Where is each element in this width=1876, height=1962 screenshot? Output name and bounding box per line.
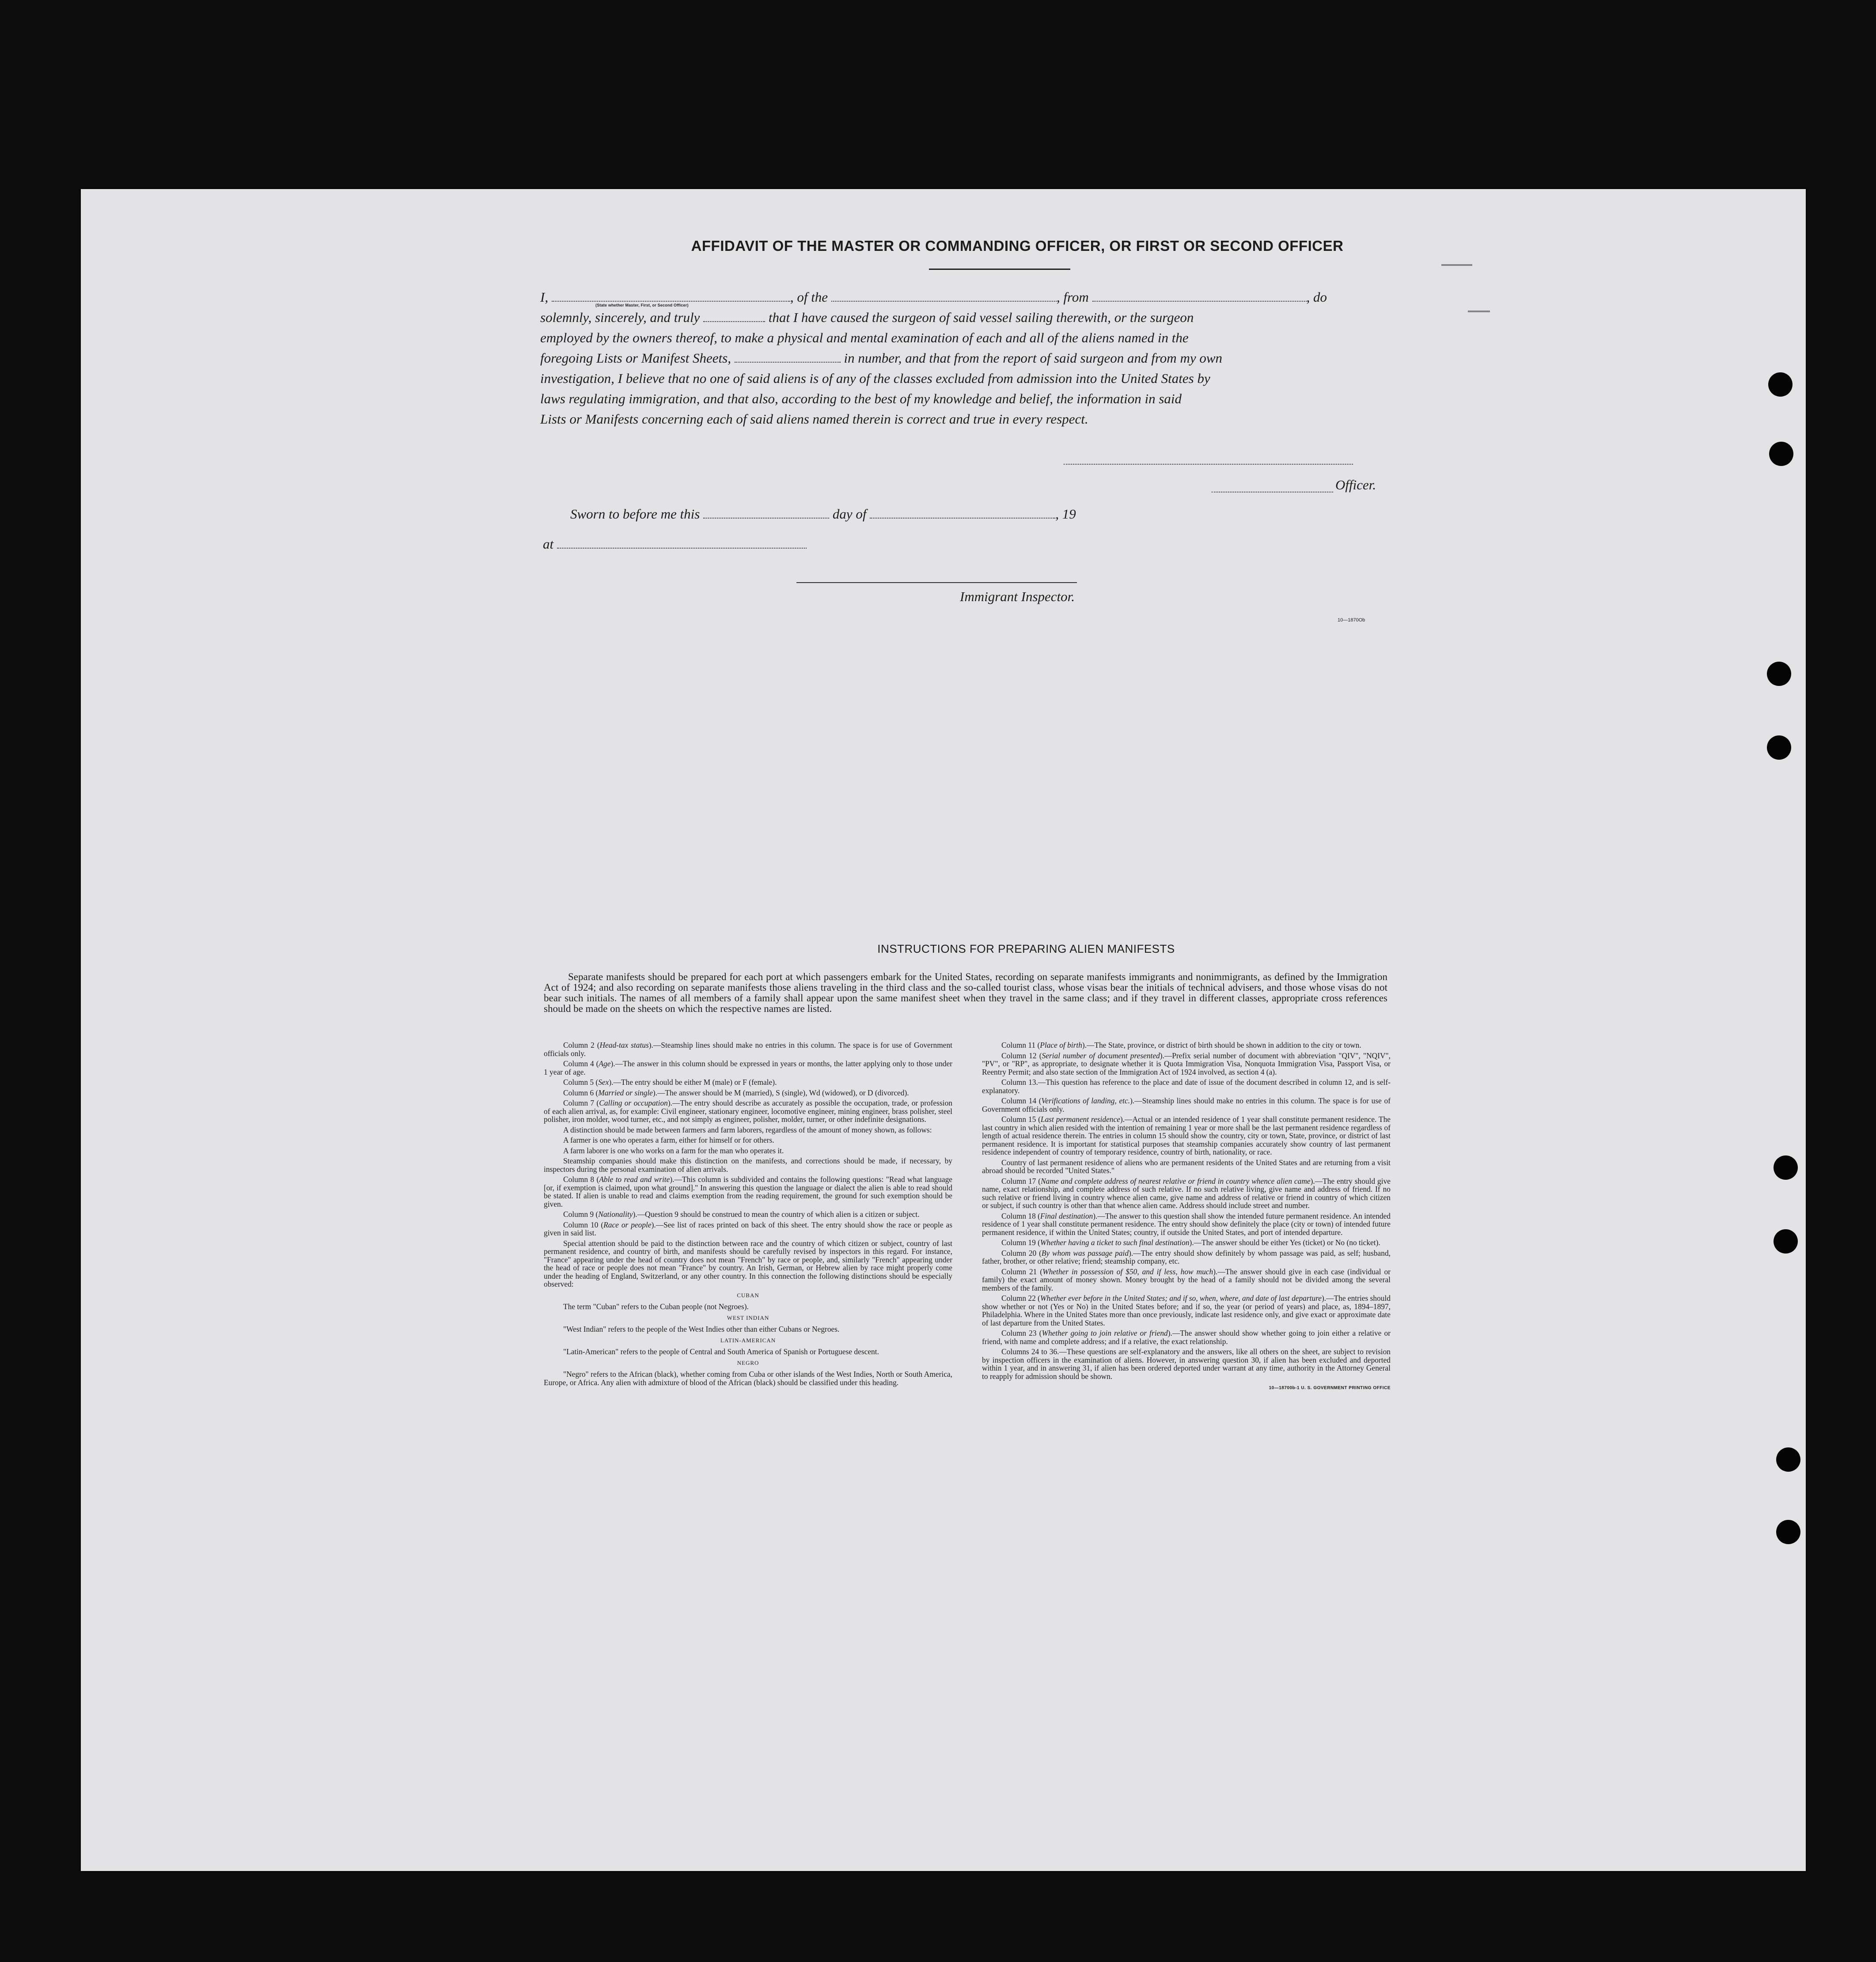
punch-hole-5 <box>1774 1155 1798 1180</box>
aff-do: , do <box>1306 289 1327 305</box>
at-line <box>543 536 807 552</box>
sworn-month-blank <box>870 507 1055 519</box>
aff-from: , from <box>1056 289 1089 305</box>
affidavit-text <box>540 287 1388 429</box>
laborer-paragraph: A farm laborer is one who works on a farm for the man who operates it. <box>563 1146 784 1155</box>
col21-instruction: Column 21 (Whether in possession of $50, and if less, how much).—The answer should give in each case (individual or family) the exact amount of money shown. Money brought by the head of a family should not be divided among the several members of the family. <box>982 1267 1391 1292</box>
cuban-heading: CUBAN <box>737 1292 759 1299</box>
document-page <box>81 189 1806 1871</box>
form-number: 10—1870Ob <box>1338 617 1365 623</box>
at-place-blank <box>557 537 807 549</box>
instructions-right-column <box>982 1041 1391 1395</box>
at-label: at <box>543 536 554 552</box>
instructions-title: INSTRUCTIONS FOR PREPARING ALIEN MANIFESTS <box>877 942 1175 955</box>
punch-hole-4 <box>1767 735 1791 760</box>
instructions-left-column <box>544 1041 952 1389</box>
instructions-intro: Separate manifests should be prepared for each port at which passengers embark for the United States, recording on separate manifests immigrants and nonimmigrants, as defined by the Immigration Act of 1924; and also recording on separate manifests those aliens traveling in the third class and the so-called tourist class, whose visas bear the initials of technical advisers, and those whose visas do not bear such initials. The names of all members of a family shall appear upon the same manifest sheet when they travel in the same class; and if they travel in different classes, appropriate cross references should be made on the sheets on which the respective names are listed. <box>544 971 1387 1014</box>
port-blank <box>1092 290 1307 302</box>
scan-mark <box>1468 311 1490 312</box>
sworn-day-blank <box>703 507 829 519</box>
sworn-start: Sworn to before me this <box>570 506 700 522</box>
col20-instruction: Column 20 (By whom was passage paid).—The entry should show definitely by whom passage was paid, as self; husband, father, brother, or other relative; friend; steamship company, etc. <box>982 1248 1391 1265</box>
latin-american-paragraph: "Latin-American" refers to the people of Central and South America of Spanish or Portuguese descent. <box>563 1347 879 1356</box>
punch-hole-6 <box>1774 1229 1798 1254</box>
inspector-signature-line <box>796 582 1077 583</box>
aff-line7: Lists or Manifests concerning each of said aliens named therein is correct and true in every respect. <box>540 411 1088 427</box>
aff-line6: laws regulating immigration, and that also, according to the best of my knowledge and belief, the information in said <box>540 391 1182 406</box>
col14-instruction: Column 14 (Verifications of landing, etc.).—Steamship lines should make no entries in this column. The space is for use of Government officials only. <box>982 1096 1391 1114</box>
aff-line2-start: solemnly, sincerely, and truly <box>540 310 700 325</box>
punch-hole-8 <box>1776 1520 1800 1544</box>
distinction-paragraph: A distinction should be made between farmers and farm laborers, regardless of the amount of money shown, as follows: <box>563 1125 932 1134</box>
aff-of-the: , of the <box>790 289 828 305</box>
col22-instruction: Column 22 (Whether ever before in the United States; and if so, when, where, and date of last departure).—The entries should show whether or not (Yes or No) in the United States before; and if so, the year (or period of years) and place, as, 1894–1897, Philadelphia. Where in the United States more than once previously, indicate last residence only, and give exact or approximate date of last departure from the United States. <box>982 1294 1391 1327</box>
col23-instruction: Column 23 (Whether going to join relative or friend).—The answer should show whether going to join either a relative or friend, with name and complete address; and if a relative, the exact relationship. <box>982 1329 1391 1346</box>
cuban-paragraph: The term "Cuban" refers to the Cuban people (not Negroes). <box>563 1302 749 1311</box>
west-indian-heading: WEST INDIAN <box>727 1314 769 1321</box>
col10-instruction: Column 10 (Race or people).—See list of races printed on back of this sheet. The entry should show the race or people as given in said list. <box>544 1220 952 1237</box>
negro-heading: NEGRO <box>737 1359 759 1366</box>
col2-instruction: Column 2 (Head-tax status).—Steamship lines should make no entries in this column. The space is for use of Government officials only. <box>544 1041 952 1058</box>
scan-mark <box>1441 264 1472 266</box>
punch-hole-7 <box>1776 1447 1800 1472</box>
title-rule <box>929 269 1070 270</box>
col24-36-instruction: Columns 24 to 36.—These questions are self-explanatory and the answers, like all others on the sheet, are subject to revision by inspection officers in the examination of aliens. However, in answering question 30, if alien has been excluded and deported within 1 year, and in answering 31, if alien has been ordered deported under warrant at any time, authority in the Attorney General to reapply for admission should be shown. <box>982 1347 1391 1381</box>
aff-line4-end: in number, and that from the report of said surgeon and from my own <box>844 350 1223 366</box>
signature-line <box>1064 464 1353 465</box>
col15-instruction: Column 15 (Last permanent residence).—Actual or an intended residence of 1 year shall constitute permanent residence. The last country in which alien resided with the intention of remaining 1 year or more shall be the last permanent residence regardless of length of actual residence therein. The entries in column 15 should show the country, city or town, State, province, or district of last permanent residence. It is important for statistical purposes that steamship companies accurately show country of last permanent residence independent of country of temporary residence, country of birth, nationality, or race. <box>982 1115 1391 1156</box>
west-indian-paragraph: "West Indian" refers to the people of the West Indies other than either Cubans or Negroes. <box>563 1325 840 1333</box>
punch-hole-3 <box>1767 662 1791 686</box>
col19-instruction: Column 19 (Whether having a ticket to such final destination).—The answer should be either Yes (ticket) or No (no ticket). <box>1001 1238 1380 1247</box>
aff-line4-start: foregoing Lists or Manifest Sheets, <box>540 350 731 366</box>
sworn-year: , 19 <box>1055 506 1076 522</box>
aff-line2-end: that I have caused the surgeon of said vessel sailing therewith, or the surgeon <box>768 310 1194 325</box>
affidavit-title: AFFIDAVIT OF THE MASTER OR COMMANDING OFFICER, OR FIRST OR SECOND OFFICER <box>691 238 1344 254</box>
col13-instruction: Column 13.—This question has reference to the place and date of issue of the document described in column 12, and is self-explanatory. <box>982 1078 1391 1095</box>
col17-instruction: Column 17 (Name and complete address of nearest relative or friend in country whence alien came).—The entry should give name, exact relationship, and complete address of such relative. If no such relative living, give name and address of friend. If no such relative or friend living in country whence alien came, give name and address of relative or friend in country of which citizen or subject, if such country is other than that whence alien came. Address should include street and number. <box>982 1176 1391 1210</box>
punch-hole-1 <box>1768 372 1793 397</box>
col11-instruction: Column 11 (Place of birth).—The State, province, or district of birth should be shown in addition to the city or town. <box>1001 1041 1361 1049</box>
sworn-day-of: day of <box>832 506 867 522</box>
col12-instruction: Column 12 (Serial number of document presented).—Prefix serial number of document with abbreviation "QIV", "NQIV", "PV", or "RP", as appropriate, to designate whether it is Quota Immigration Visa, Nonquota Immigration Visa, Passport Visa, or Reentry Permit; and also state section of the Immigration Act of 1924 involved, as section 4 (a). <box>982 1051 1391 1076</box>
latin-american-heading: LATIN-AMERICAN <box>720 1337 776 1344</box>
col4-instruction: Column 4 (Age).—The answer in this column should be expressed in years or months, the latter applying only to those under 1 year of age. <box>544 1059 952 1076</box>
col18-instruction: Column 18 (Final destination).—The answer to this question shall show the intended future permanent residence. An intended residence of 1 year shall constitute permanent residence. The entry should show definitely the place (city or town) of intended future permanent residence, if within the United States; country, if outside the United States, and port of intended departure. <box>982 1211 1391 1237</box>
sheet-count-blank <box>735 351 841 363</box>
officer-rank-blank <box>552 290 790 302</box>
state-rank-note: (State whether Master, First, or Second Officer) <box>595 303 689 307</box>
special-attention-paragraph: Special attention should be paid to the distinction between race and the country of which citizen or subject, country of last permanent residence, and country of birth, and manifests should be carefully revised by inspectors in this regard. For instance, "France" appearing under the head of country does not mean "French" by race or people, and, similarly "French" appearing under the head of race or people does not mean "France" by country. An Irish, German, or Hebrew alien by race might properly come under the heading of England, Switzerland, or any other country. In this connection the following distinctions should be especially observed: <box>544 1239 952 1288</box>
punch-hole-2 <box>1769 442 1793 466</box>
sworn-line <box>570 506 1076 522</box>
aff-i: I, <box>540 289 549 305</box>
printing-office-footer: 10—18700b-1 U. S. GOVERNMENT PRINTING OFFICE <box>1269 1386 1391 1390</box>
oath-blank <box>703 311 765 322</box>
col9-instruction: Column 9 (Nationality).—Question 9 should be construed to mean the country of which alien is a citizen or subject. <box>563 1210 920 1219</box>
steamship-paragraph: Steamship companies should make this distinction on the manifests, and corrections should be made, if necessary, by inspectors during the personal examination of alien arrivals. <box>544 1156 952 1174</box>
col5-instruction: Column 5 (Sex).—The entry should be either M (male) or F (female). <box>563 1078 777 1087</box>
aff-line5: investigation, I believe that no one of said aliens is of any of the classes excluded from admission into the United States by <box>540 371 1210 386</box>
farmer-paragraph: A farmer is one who operates a farm, either for himself or for others. <box>563 1136 774 1144</box>
col6-instruction: Column 6 (Married or single).—The answer should be M (married), S (single), Wd (widowed), or D (divorced). <box>563 1088 909 1097</box>
col8-instruction: Column 8 (Able to read and write).—This column is subdivided and contains the following questions: "Read what language [or, if exemption is claimed, upon what ground]." In answering this question the language or dialect the alien is able to read should be stated. If alien is unable to read and claims exemption from the reading requirement, the ground for such exemption should be given. <box>544 1175 952 1208</box>
col15-residents-paragraph: Country of last permanent residence of aliens who are permanent residents of the United States and are returning from a visit abroad should be recorded "United States." <box>982 1158 1391 1175</box>
aff-line3: employed by the owners thereof, to make a physical and mental examination of each and all of the aliens named in the <box>540 330 1189 345</box>
inspector-label: Immigrant Inspector. <box>960 589 1075 604</box>
negro-paragraph: "Negro" refers to the African (black), whether coming from Cuba or other islands of the West Indies, North or South America, Europe, or Africa. Any alien with admixture of blood of the African (black) should be classified under this heading. <box>544 1370 952 1387</box>
vessel-name-blank <box>831 290 1057 302</box>
officer-label: Officer. <box>1335 477 1376 492</box>
col7-instruction: Column 7 (Calling or occupation).—The entry should describe as accurately as possible the occupation, trade, or profession of each alien arrival, as, for example: Civil engineer, stationary engineer, locomotive engineer, mining engineer, brass polisher, steel polisher, iron molder, wood turner, etc., and not simply as engineer, polisher, molder, turner, or other indefinite designations. <box>544 1098 952 1124</box>
